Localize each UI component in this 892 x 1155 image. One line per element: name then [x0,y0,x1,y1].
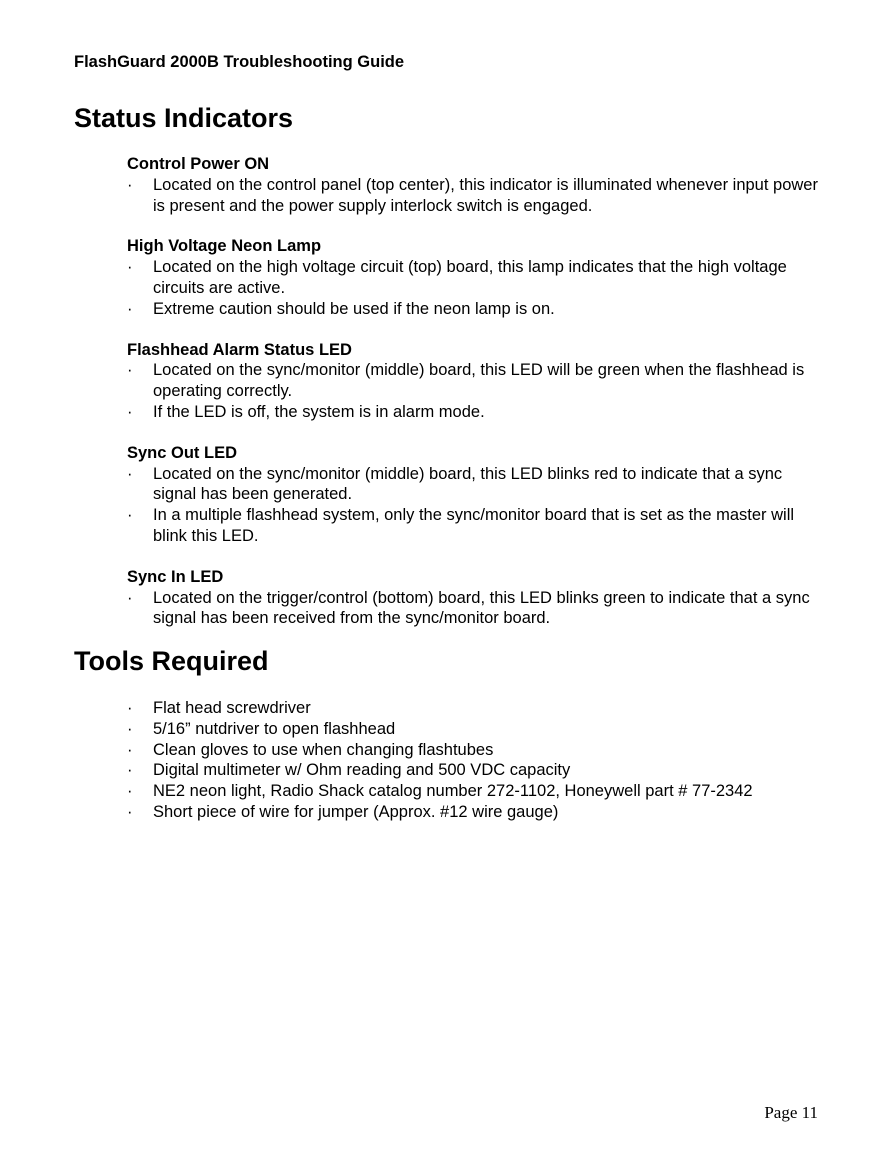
tool-item: · Short piece of wire for jumper (Approx. #12 wire gauge) [127,802,559,821]
document-header: FlashGuard 2000B Troubleshooting Guide [74,53,405,71]
bullet-item: · Extreme caution should be used if the neon lamp is on. [127,299,555,318]
bullet-dot-icon: · [127,761,133,780]
section-title-status-indicators: Status Indicators [74,103,294,133]
bullet-dot-icon: · [127,402,133,421]
indicator-bullets [127,175,827,217]
bullet-dot-icon: · [127,719,133,738]
tools-required-list [127,698,827,823]
bullet-item: · Located on the control panel (top center), this indicator is illuminated whenever input power is present and the power supply interlock switch is engaged. [127,175,818,215]
bullet-dot-icon: · [127,588,133,607]
tool-item: · Digital multimeter w/ Ohm reading and 500 VDC capacity [127,761,571,780]
indicator-sync-out-led [127,443,827,547]
bullet-item: · Located on the sync/monitor (middle) board, this LED will be green when the flashhead is operating correctly. [127,361,805,401]
tool-item: · Flat head screwdriver [127,699,311,717]
bullet-item: · Located on the high voltage circuit (top) board, this lamp indicates that the high voltage circuits are active. [127,258,787,297]
section-title-tools-required: Tools Required [74,646,269,676]
bullet-dot-icon: · [127,740,133,759]
bullet-item: · Located on the sync/monitor (middle) board, this LED blinks red to indicate that a sync signal has been generated. [127,464,783,504]
indicator-name: High Voltage Neon Lamp [127,237,322,256]
indicator-bullets [127,464,827,547]
bullet-dot-icon: · [127,802,133,821]
bullet-dot-icon: · [127,258,133,277]
indicator-bullets [127,588,827,630]
indicator-name: Sync Out LED [127,443,238,462]
tool-item: · 5/16” nutdriver to open flashhead [127,719,396,738]
tool-item: · NE2 neon light, Radio Shack catalog number 272-1102, Honeywell part # 77-2342 [127,782,753,801]
bullet-dot-icon: · [127,299,133,318]
bullet-dot-icon: · [127,699,133,717]
indicator-name: Flashhead Alarm Status LED [127,340,352,359]
bullet-item: · In a multiple flashhead system, only the sync/monitor board that is set as the master will blink this LED. [127,506,795,545]
bullet-dot-icon: · [127,506,133,525]
tools-bullets [127,698,827,823]
indicator-bullets [127,360,827,422]
bullet-dot-icon: · [127,361,133,380]
page-number: Page 11 [764,1103,818,1122]
bullet-dot-icon: · [127,464,133,483]
status-indicators-list [127,154,827,649]
indicator-name: Sync In LED [127,567,224,586]
bullet-item: · If the LED is off, the system is in alarm mode. [127,402,485,421]
indicator-flashhead-alarm-status-led [127,340,827,423]
indicator-high-voltage-neon-lamp [127,236,827,319]
indicator-sync-in-led [127,567,827,629]
indicator-name: Control Power ON [127,155,270,173]
bullet-dot-icon: · [127,782,133,801]
indicator-bullets [127,257,827,319]
tool-item: · Clean gloves to use when changing flashtubes [127,740,494,759]
indicator-control-power-on [127,154,827,216]
bullet-dot-icon: · [127,175,133,194]
bullet-item: · Located on the trigger/control (bottom) board, this LED blinks green to indicate that a sync signal has been received from the sync/monitor board. [127,588,810,628]
